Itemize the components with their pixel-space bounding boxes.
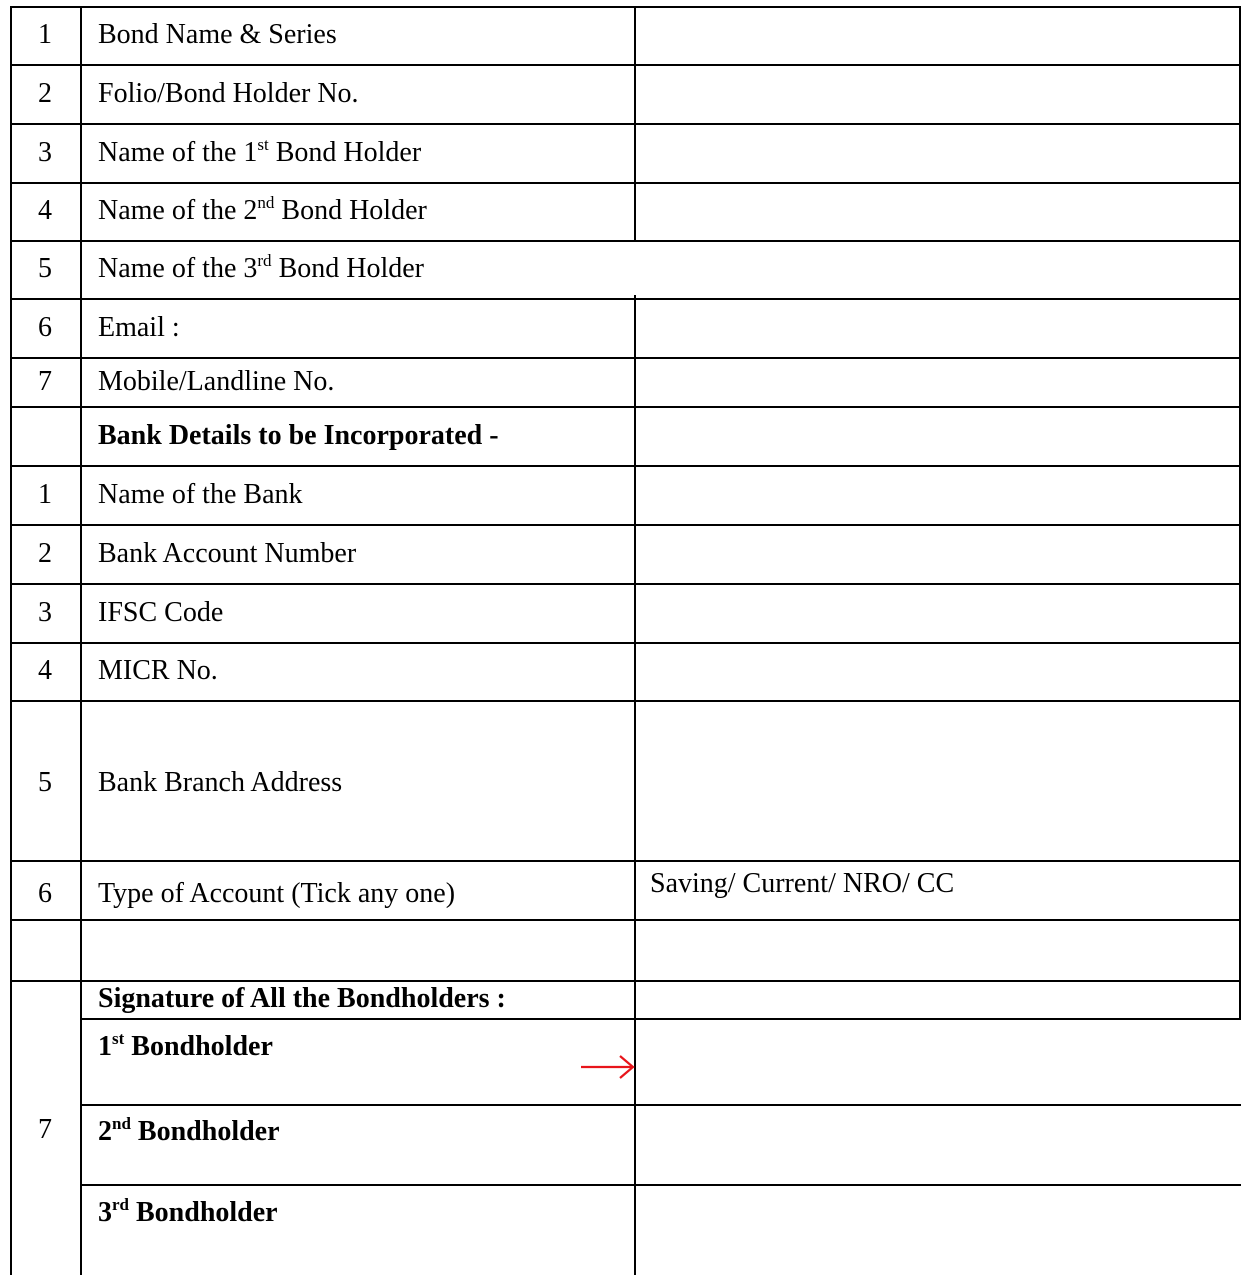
- bank-name-label: Name of the Bank: [98, 479, 303, 510]
- row-border: [10, 980, 1241, 982]
- row-border: [10, 465, 1241, 467]
- row-number: 4: [38, 195, 52, 226]
- account-type-options[interactable]: Saving/ Current/ NRO/ CC: [650, 868, 955, 899]
- row-number: 1: [38, 479, 52, 510]
- mobile-landline-label: Mobile/Landline No.: [98, 366, 335, 397]
- signature-heading: Signature of All the Bondholders :: [98, 983, 506, 1014]
- row-border: [10, 700, 1241, 702]
- bond-bank-details-form: [10, 6, 1241, 1275]
- first-bondholder-signature-field[interactable]: [636, 1020, 1239, 1104]
- third-holder-name-label: Name of the 3rd Bond Holder: [98, 251, 424, 284]
- row-number: 2: [38, 78, 52, 109]
- account-type-label: Type of Account (Tick any one): [98, 878, 456, 909]
- row-number: 1: [38, 19, 52, 50]
- row-number: 3: [38, 137, 52, 168]
- second-holder-name-label: Name of the 2nd Bond Holder: [98, 193, 427, 226]
- third-bondholder-signature-field[interactable]: [636, 1186, 1239, 1275]
- row-border: [10, 919, 1241, 921]
- row-number: 3: [38, 597, 52, 628]
- row-border: [10, 860, 1241, 862]
- ifsc-code-label: IFSC Code: [98, 597, 224, 628]
- row-border: [10, 583, 1241, 585]
- row-border: [10, 6, 1241, 8]
- row-border: [10, 642, 1241, 644]
- third-bondholder-label: 3rd Bondholder: [98, 1195, 278, 1228]
- number-column-divider: [80, 6, 82, 1275]
- row-border: [10, 123, 1241, 125]
- row-border: [10, 298, 1241, 300]
- second-bondholder-signature-field[interactable]: [636, 1106, 1239, 1184]
- row-border: [10, 406, 1241, 408]
- red-arrow-icon: [580, 1054, 636, 1080]
- row-number: 7: [38, 1114, 52, 1145]
- bond-name-series-label: Bond Name & Series: [98, 19, 337, 50]
- bank-branch-address-label: Bank Branch Address: [98, 767, 343, 798]
- row-number: 6: [38, 312, 52, 343]
- first-bondholder-label: 1st Bondholder: [98, 1029, 273, 1062]
- row-border: [10, 64, 1241, 66]
- row-number: 5: [38, 253, 52, 284]
- micr-number-label: MICR No.: [98, 655, 218, 686]
- row-number: 5: [38, 767, 52, 798]
- row-border: [10, 182, 1241, 184]
- row-number: 2: [38, 538, 52, 569]
- bank-details-heading: Bank Details to be Incorporated -: [98, 420, 499, 451]
- email-label: Email :: [98, 312, 180, 343]
- folio-number-label: Folio/Bond Holder No.: [98, 78, 359, 109]
- row-border: [10, 240, 1241, 242]
- row-border: [10, 357, 1241, 359]
- first-holder-name-label: Name of the 1st Bond Holder: [98, 135, 422, 168]
- row-number: 7: [38, 366, 52, 397]
- bank-account-number-label: Bank Account Number: [98, 538, 357, 569]
- row-number: 6: [38, 878, 52, 909]
- row-number: 4: [38, 655, 52, 686]
- second-bondholder-label: 2nd Bondholder: [98, 1114, 280, 1147]
- row-border: [10, 524, 1241, 526]
